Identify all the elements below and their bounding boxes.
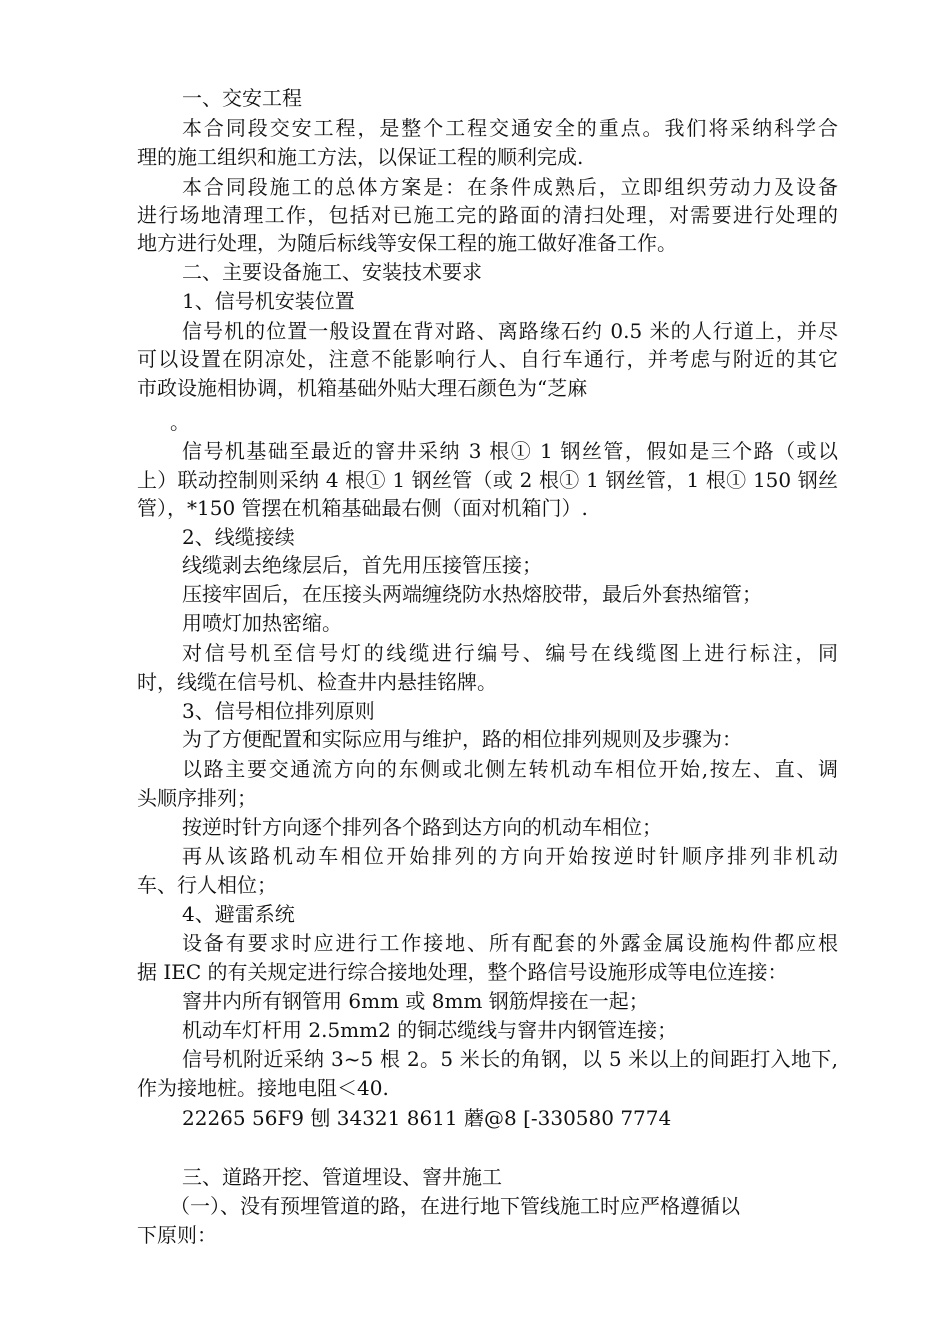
paragraph-line: 窨井内所有钢管用 6mm 或 8mm 钢筋焊接在一起； <box>182 989 649 1013</box>
paragraph-line: 以路主要交通流方向的东侧或北侧左转机动车相位开始,按左、直、调 <box>182 757 838 781</box>
garbled-code-line: 22265 56F9 刨 34321 8611 蘑@8 [-330580 7774 <box>182 1106 672 1130</box>
paragraph-line: 机动车灯杆用 2.5mm2 的铜芯缆线与窨井内钢管连接； <box>182 1018 678 1042</box>
subheading-lightning: 4、避雷系统 <box>182 902 295 926</box>
paragraph-line: 线缆剥去绝缘层后，首先用压接管压接； <box>182 553 542 577</box>
heading-road-excavation: 三、道路开挖、管道埋设、窨井施工 <box>182 1165 502 1189</box>
paragraph-line: 本合同段施工的总体方案是：在条件成熟后，立即组织劳动力及设备 <box>182 175 838 199</box>
paragraph-line: 信号机的位置一般设置在背对路、离路缘石约 0.5 米的人行道上，并尽 <box>182 319 838 343</box>
paragraph-line: 头顺序排列； <box>137 786 257 810</box>
subheading-signal-position: 1、信号机安装位置 <box>182 289 355 313</box>
paragraph-line: 用喷灯加热密缩。 <box>182 611 342 635</box>
paragraph-line: 据 IEC 的有关规定进行综合接地处理，整个路信号设施形成等电位连接： <box>137 960 788 984</box>
paragraph-line: 压接牢固后，在压接头两端缠绕防水热熔胶带，最后外套热缩管； <box>182 582 762 606</box>
paragraph-line: 。 <box>170 410 190 434</box>
paragraph-line: 再从该路机动车相位开始排列的方向开始按逆时针顺序排列非机动 <box>182 844 838 868</box>
paragraph-line: 车、行人相位； <box>137 873 277 897</box>
paragraph-line: 信号机基础至最近的窨井采纳 3 根① 1 钢丝管，假如是三个路（或以 <box>182 439 838 463</box>
paragraph-line: 本合同段交安工程，是整个工程交通安全的重点。我们将采纳科学合 <box>182 116 838 140</box>
paragraph-line: 上）联动控制则采纳 4 根① 1 钢丝管（或 2 根① 1 钢丝管，1 根① 150 钢丝 <box>137 468 838 492</box>
paragraph-line: 设备有要求时应进行工作接地、所有配套的外露金属设施构件都应根 <box>182 931 838 955</box>
paragraph-line: 市政设施相协调，机箱基础外贴大理石颜色为“芝麻 <box>137 376 588 400</box>
heading-equipment: 二、主要设备施工、安装技术要求 <box>182 260 482 284</box>
paragraph-line: 信号机附近采纳 3~5 根 2。5 米长的角钢，以 5 米以上的间距打入地下, <box>182 1047 838 1071</box>
heading-traffic-safety: 一、交安工程 <box>182 86 302 110</box>
paragraph-line: 对信号机至信号灯的线缆进行编号、编号在线缆图上进行标注，同 <box>182 641 838 665</box>
paragraph-line: 管），*150 管摆在机箱基础最右侧（面对机箱门）. <box>137 496 588 520</box>
paragraph-line: 地方进行处理，为随后标线等安保工程的施工做好准备工作。 <box>137 231 677 255</box>
subheading-phase-order: 3、信号相位排列原则 <box>182 699 375 723</box>
subheading-cable-splice: 2、线缆接续 <box>182 525 295 549</box>
paragraph-line: 时，线缆在信号机、检查井内悬挂铭牌。 <box>137 670 497 694</box>
paragraph-line: 作为接地桩。接地电阻＜40. <box>137 1076 389 1100</box>
paragraph-line: 为了方便配置和实际应用与维护，路的相位排列规则及步骤为： <box>182 727 742 751</box>
paragraph-line: 进行场地清理工作，包括对已施工完的路面的清扫处理，对需要进行处理的 <box>137 203 838 227</box>
paragraph-line: 可以设置在阴凉处，注意不能影响行人、自行车通行，并考虑与附近的其它 <box>137 347 838 371</box>
paragraph-line: 下原则： <box>137 1223 217 1247</box>
paragraph-line: （一）、没有预埋管道的路，在进行地下管线施工时应严格遵循以 <box>170 1194 740 1218</box>
paragraph-line: 按逆时针方向逐个排列各个路到达方向的机动车相位； <box>182 815 662 839</box>
paragraph-line: 理的施工组织和施工方法，以保证工程的顺利完成. <box>137 145 584 169</box>
